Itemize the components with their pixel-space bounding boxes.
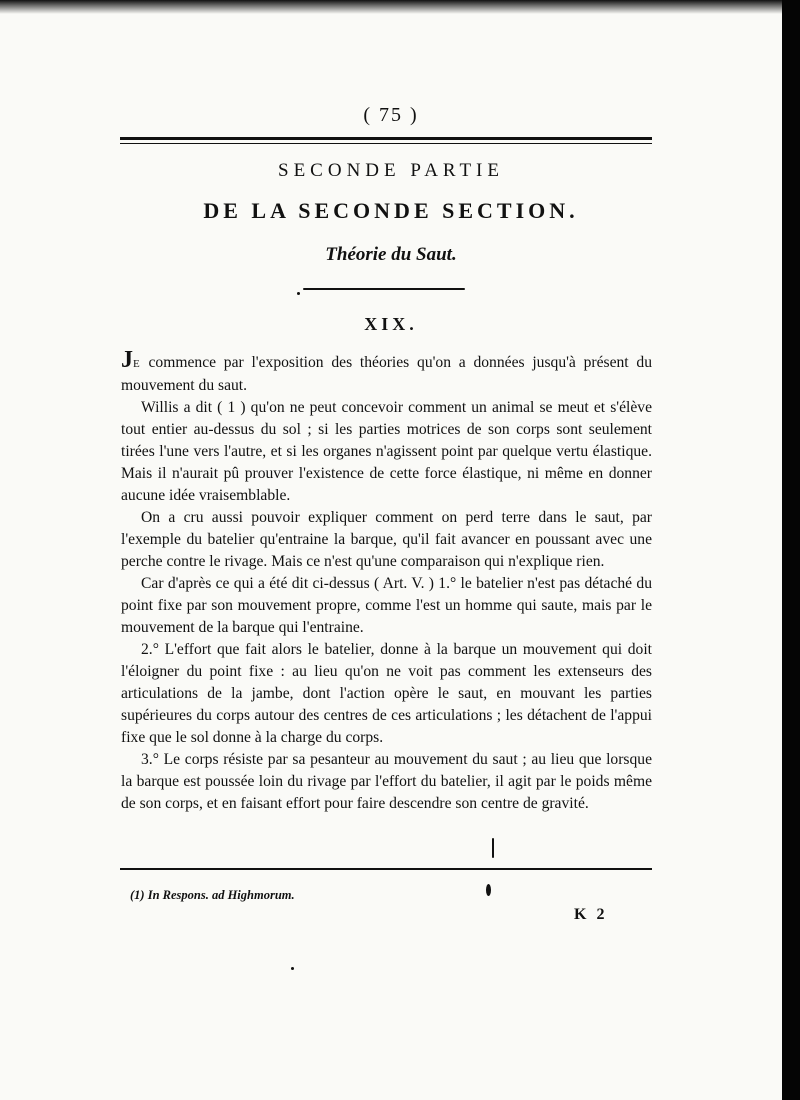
ink-speck (486, 884, 491, 896)
body-text (121, 347, 652, 815)
drop-cap: J (121, 347, 133, 373)
section-number: XIX. (364, 314, 418, 334)
header-rule-thick (120, 137, 652, 140)
header-rule-thin (120, 143, 652, 144)
paragraph-3: On a cru aussi pouvoir expliquer comment on perd terre dans le saut, par l'exemple du batelier qu'entraine la barque, qu'il fait avancer en poussant avec une perche contre le rivage. Mais ce n'est qu'une comparaison qui n'explique rien. (121, 509, 652, 570)
ink-speck (492, 838, 494, 858)
paragraph-5: 2.° L'effort que fait alors le batelier, donne à la barque un mouvement qui doit l'éloigner du point fixe : au lieu qu'on ne voit pas comment les extenseurs des articulations de la jambe, dont l'action opère le saut, en mouvant les parties supérieures du corps autour des centres de ces articulations ; les détachent de l'appui fixe que le sol donne à la charge du corps. (121, 641, 652, 746)
section-title: DE LA SECONDE SECTION. (203, 198, 579, 223)
footnote-rule (120, 868, 652, 870)
ink-speck (291, 967, 294, 970)
paragraph-1-text: commence par l'exposition des théories qu'on a données jusqu'à présent du mouvement du saut. (121, 354, 652, 394)
paragraph-4: Car d'après ce qui a été dit ci-dessus ( Art. V. ) 1.° le batelier n'est pas détaché du point fixe par son mouvement propre, comme l'est un homme qui saute, mais par le mouvement de la barque qui l'entraine. (121, 575, 652, 636)
paragraph-1 (121, 347, 652, 397)
part-title: SECONDE PARTIE (278, 160, 504, 181)
signature-mark: K 2 (574, 906, 608, 923)
chapter-subtitle: Théorie du Saut. (325, 244, 457, 265)
page-edge-shadow (782, 0, 800, 1100)
title-divider (303, 288, 465, 290)
paragraph-2: Willis a dit ( 1 ) qu'on ne peut concevoir comment un animal se meut et s'élève tout entier au-dessus du sol ; si les parties motrices de son corps sont seulement tirées l'une vers l'autre, et si les organes n'agissent point par quelque vertu élastique. Mais il n'aurait pû prouver l'existence de cette force élastique, ni même en donner aucune idée vraisemblable. (121, 399, 652, 504)
ink-speck (297, 292, 300, 295)
paragraph-6: 3.° Le corps résiste par sa pesanteur au mouvement du saut ; au lieu que lorsque la barque est poussée loin du rivage par l'effort du batelier, il agit par le poids même de son corps, et en faisant effort pour faire descendre son centre de gravité. (121, 751, 652, 812)
drop-cap-rest: E (133, 358, 141, 370)
page-number: ( 75 ) (363, 104, 419, 126)
footnote: (1) In Respons. ad Highmorum. (130, 888, 295, 902)
page-top-shadow (0, 0, 782, 14)
